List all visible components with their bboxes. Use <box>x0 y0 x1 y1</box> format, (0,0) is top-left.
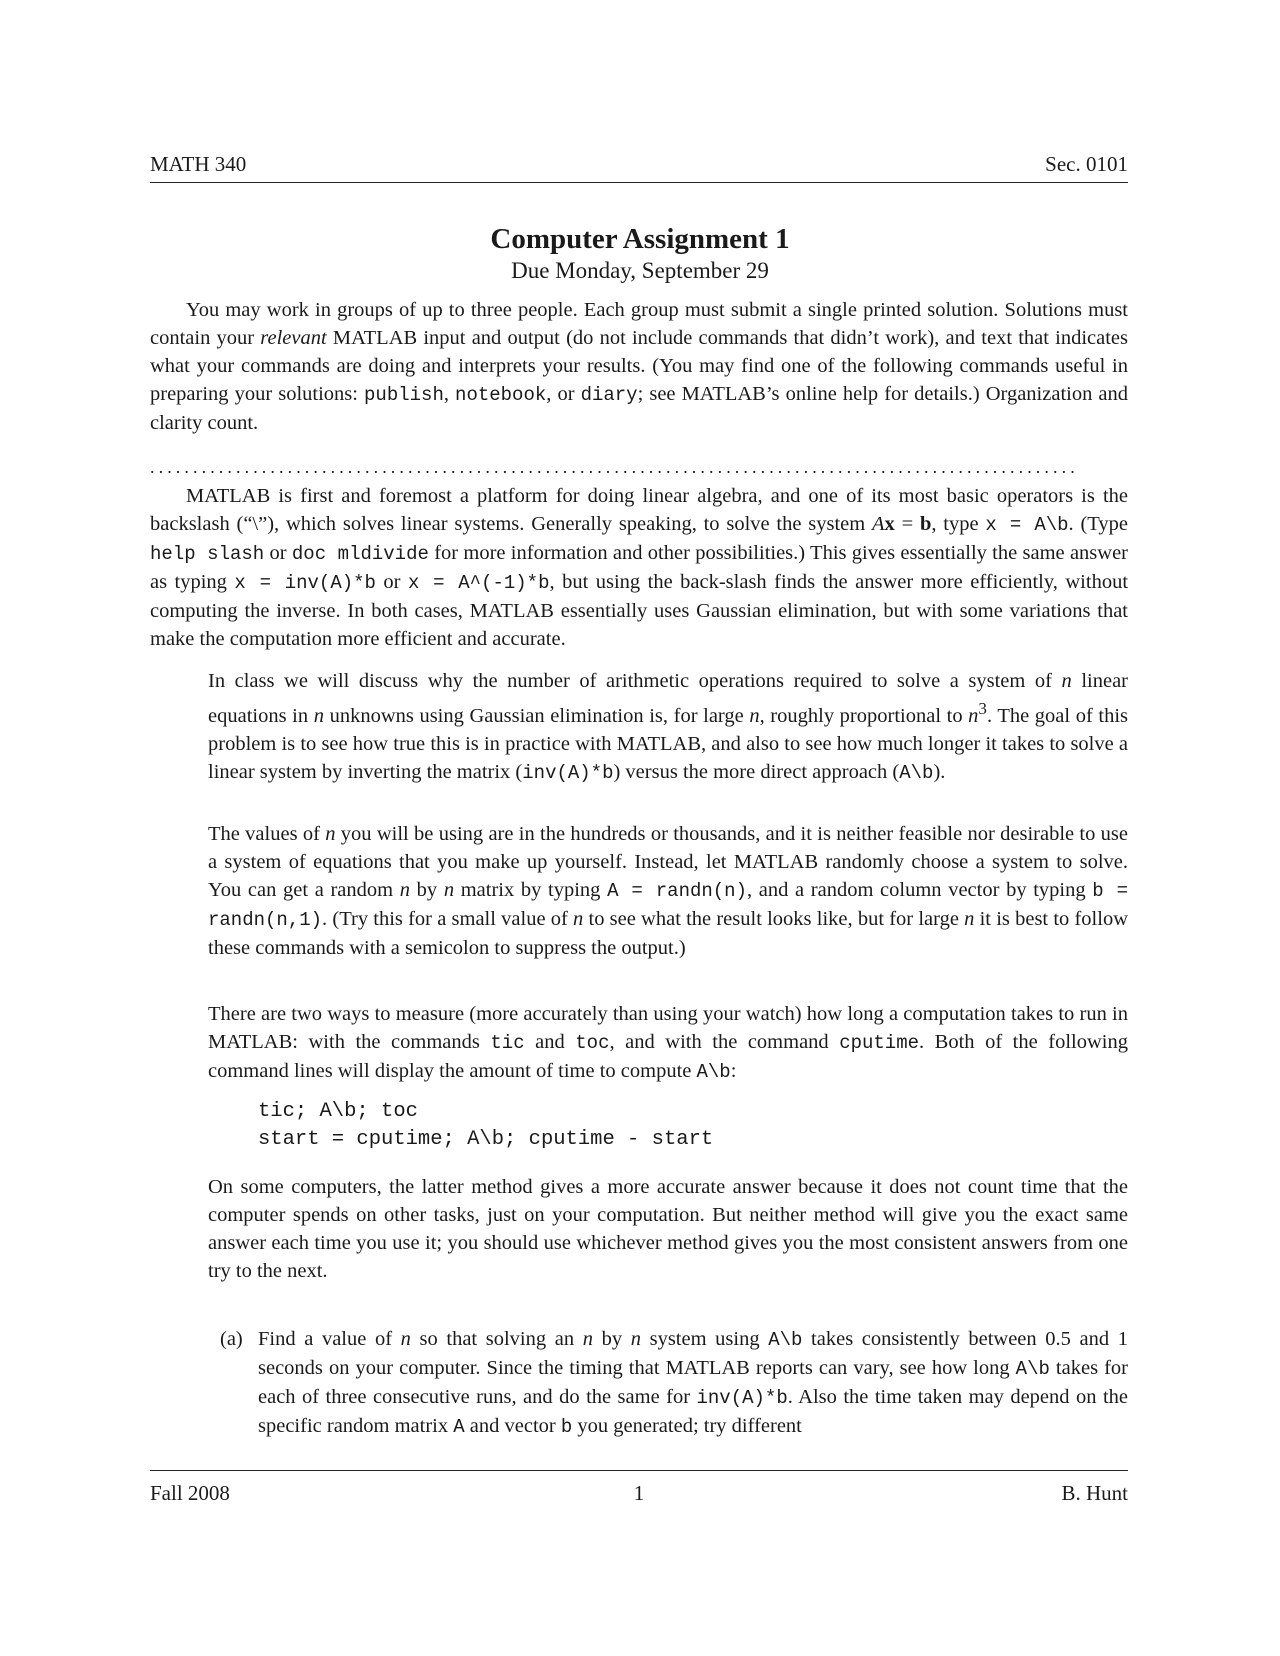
section-label: Sec. 0101 <box>1045 152 1128 176</box>
backslash-paragraph: MATLAB is first and foremost a platform for doing linear algebra, and one of its most basic operators is the backslash (“\”), which solves linear systems. Generally speaking, to solve the system Ax = b, type x = A\b. (Type help slash or doc mldivide for more information and other possibilities.) This gives essentially the same answer as typing x = inv(A)*b or x = A^(-1)*b, but using the back-slash finds the answer more efficiently, without computing the inverse. In both cases, MATLAB essentially uses Gaussian elimination, but with some variations that make the computation more efficient and accurate. <box>150 485 1129 650</box>
item-text: Find a value of n so that solving an n by n system using A\b takes consistently between 0.5 and 1 seconds on your computer. Since the timing that MATLAB reports can vary, see how long A\b takes for each of three consecutive runs, and do the same for inv(A)*b. Also the time taken may depend on the specific random matrix A and vector b you generated; try different <box>258 1328 1129 1438</box>
author-label: B. Hunt <box>1061 1481 1128 1505</box>
random-system-paragraph: The values of n you will be using are in the hundreds or thousands, and it is neither feasible nor desirable to use a system of equations that you make up yourself. Instead, let MATLAB randomly choose a system to solve. You can get a random n by n matrix by typing A = randn(n), and a random column vector by typing b = randn(n,1). (Try this for a small value of n to see what the result looks like, but for large n it is best to follow these commands with a semicolon to suppress the output.) <box>208 823 1129 959</box>
page-footer <box>150 1470 1128 1505</box>
semester-label: Fall 2008 <box>150 1481 230 1505</box>
code-line-tic-toc: tic; A\b; toc <box>258 1100 418 1123</box>
page-header <box>150 150 1128 183</box>
accuracy-paragraph: On some computers, the latter method gives a more accurate answer because it does not count time that the computer spends on other tasks, just on your computation. But neither method will give you the exact same answer each time you use it; you should use whichever method gives you the most consistent answers from one try to the next. <box>208 1176 1128 1282</box>
item-label: (a) <box>220 1328 243 1350</box>
code-line-cputime: start = cputime; A\b; cputime - start <box>258 1128 714 1151</box>
page-title: Computer Assignment 1 <box>490 223 790 255</box>
problem-intro-paragraph: In class we will discuss why the number of arithmetic operations required to solve a system of n linear equations in n unknowns using Gaussian elimination is, for large n, roughly proportional to $n^3$. The goal of this problem is to see how true this is in practice with MATLAB, and also to see how much longer it takes to solve a linear system by inverting the matrix (inv(A)*b) versus the more direct approach (A\b). <box>208 670 1128 784</box>
course-label: MATH 340 <box>150 152 247 176</box>
dotted-separator: ............................................................................................................ <box>150 460 1079 474</box>
page-number: 1 <box>633 1481 645 1505</box>
due-date: Due Monday, September 29 <box>511 258 769 283</box>
timing-paragraph: There are two ways to measure (more accurately than using your watch) how long a computation takes to run in MATLAB: with the commands tic and toc, and with the command cputime. Both of the following command lines will display the amount of time to compute A\b: <box>208 1003 1128 1083</box>
intro-paragraph: You may work in groups of up to three people. Each group must submit a single printed solution. Solutions must contain your relevant MATLAB input and output (do not include commands that didn’t work), and text that indicates what your commands are doing and interprets your results. (You may find one of the following commands useful in preparing your solutions: publish, notebook, or diary; see MATLAB’s online help for details.) Organization and clarity count. <box>150 299 1128 434</box>
